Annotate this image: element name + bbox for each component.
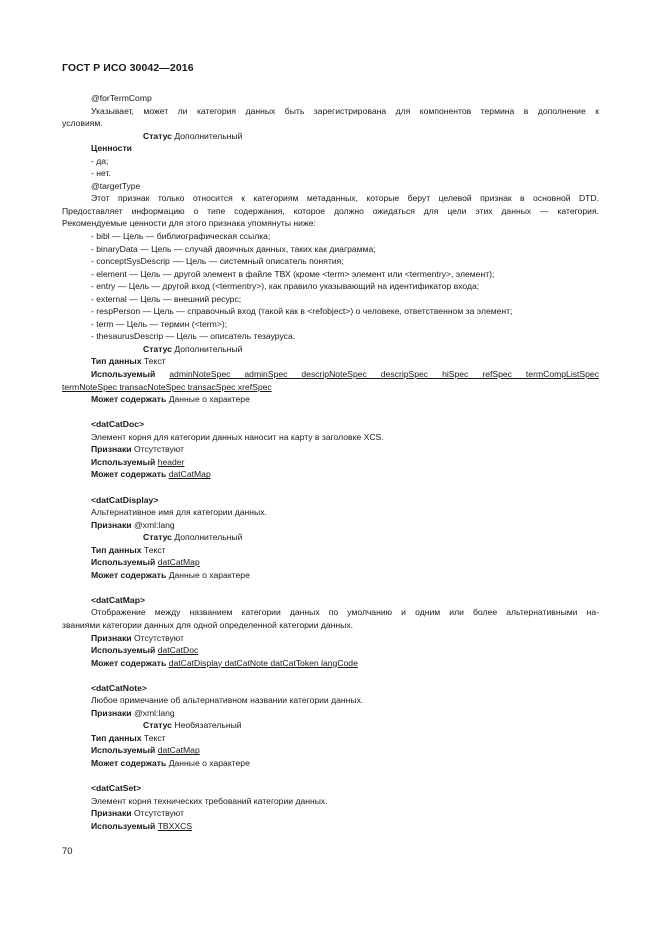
status-value: Необязательный bbox=[174, 720, 242, 731]
used-label: Используемый bbox=[91, 557, 156, 568]
contains-line bbox=[62, 468, 599, 481]
element-title: <datCatMap> bbox=[91, 594, 145, 605]
element-title: <datCatDisplay> bbox=[91, 494, 159, 505]
paragraph: Предоставляет информацию о типе содержания, которое должно ожидаться для цели этих данных — категория. bbox=[62, 205, 599, 216]
attrs-line bbox=[62, 807, 599, 820]
datatype-line bbox=[62, 544, 599, 557]
attrs-label: Признаки bbox=[91, 519, 132, 530]
status-label: Статус bbox=[143, 343, 172, 354]
list-item: - term — Цель — термин (<term>); bbox=[91, 318, 228, 329]
status-label: Статус bbox=[143, 130, 172, 141]
datatype-label: Тип данных bbox=[91, 356, 142, 367]
attrs-value: Отсутствуют bbox=[133, 444, 184, 455]
value-item: - да; bbox=[91, 155, 109, 166]
status-line bbox=[62, 343, 599, 356]
contains-label: Может содержать bbox=[91, 394, 167, 405]
contains-value: Данные о характере bbox=[168, 569, 250, 580]
paragraph: Любое примечание об альтернативном названии категории данных. bbox=[91, 695, 364, 706]
contains-value: Данные о характере bbox=[168, 394, 250, 405]
attrs-value: @xml:lang bbox=[133, 707, 175, 718]
attrs-line bbox=[62, 443, 599, 456]
attrs-line bbox=[62, 519, 599, 532]
list-item: - bibl — Цель — библиографическая ссылка; bbox=[91, 231, 271, 242]
used-label: Используемый bbox=[91, 820, 156, 831]
paragraph: Элемент корня технических требований категории данных. bbox=[91, 795, 328, 806]
page-number: 70 bbox=[62, 846, 73, 857]
element-title: <datCatDoc> bbox=[91, 419, 145, 430]
paragraph: Элемент корня для категории данных наносит на карту в заголовке XCS. bbox=[91, 431, 384, 442]
contains-line bbox=[62, 393, 599, 406]
used-label: Используемый bbox=[91, 745, 156, 756]
used-label: Используемый bbox=[91, 369, 156, 380]
used-line bbox=[62, 368, 599, 381]
datatype-line bbox=[62, 355, 599, 368]
paragraph: Указывает, может ли категория данных быть зарегистрирована для компонентов термина в дополнение к bbox=[91, 105, 599, 116]
datatype-line bbox=[62, 732, 599, 745]
attrs-label: Признаки bbox=[91, 632, 132, 643]
attribute-name: @forTermComp bbox=[91, 93, 152, 103]
attrs-line bbox=[62, 707, 599, 720]
element-title: <datCatSet> bbox=[91, 783, 142, 794]
status-value: Дополнительный bbox=[174, 130, 243, 141]
paragraph: Этот признак только относится к категориям метаданных, которые берут целевой признак в основной DTD. bbox=[91, 193, 599, 204]
contains-line bbox=[62, 757, 599, 770]
used-link[interactable]: datCatDoc bbox=[157, 645, 199, 656]
contains-label: Может содержать bbox=[91, 569, 167, 580]
used-label: Используемый bbox=[91, 456, 156, 467]
used-line-continued bbox=[62, 381, 599, 394]
list-item: - entry — Цель — другой вход (<termentry>), как правило указывающий на идентификатор входа; bbox=[91, 281, 480, 292]
attrs-label: Признаки bbox=[91, 444, 132, 455]
used-line bbox=[62, 456, 599, 469]
datatype-value: Текст bbox=[143, 732, 166, 743]
attrs-label: Признаки bbox=[91, 707, 132, 718]
used-line bbox=[62, 820, 599, 833]
attribute-name: @targetType bbox=[91, 180, 141, 191]
contains-label: Может содержать bbox=[91, 469, 167, 480]
used-line bbox=[62, 644, 599, 657]
status-value: Дополнительный bbox=[174, 343, 243, 354]
status-line bbox=[62, 130, 599, 143]
attrs-value: Отсутствуют bbox=[133, 808, 184, 819]
datatype-value: Текст bbox=[143, 356, 166, 367]
used-link[interactable]: datCatMap bbox=[157, 745, 200, 756]
contains-link[interactable]: datCatDisplay datCatNote datCatToken langCode bbox=[168, 657, 358, 668]
datatype-value: Текст bbox=[143, 544, 166, 555]
contains-label: Может содержать bbox=[91, 657, 167, 668]
used-label: Используемый bbox=[91, 645, 156, 656]
used-line bbox=[62, 556, 599, 569]
status-label: Статус bbox=[143, 532, 172, 543]
contains-line bbox=[62, 657, 599, 670]
paragraph: званиями категории данных для одной определенной категории данных. bbox=[62, 619, 354, 630]
used-link[interactable]: termNoteSpec transacNoteSpec transacSpec xrefSpec bbox=[62, 381, 272, 392]
used-link[interactable]: TBXXCS bbox=[157, 820, 193, 831]
attrs-label: Признаки bbox=[91, 808, 132, 819]
element-title: <datCatNote> bbox=[91, 682, 147, 693]
list-item: - conceptSysDescrip -— Цель — системный описатель понятия; bbox=[91, 256, 344, 267]
contains-value: Данные о характере bbox=[168, 757, 250, 768]
list-item: - element — Цель — другой элемент в файле ТВХ (кроме <term> элемент или <termentry>, элемент); bbox=[91, 268, 495, 279]
paragraph: Альтернативное имя для категории данных. bbox=[91, 507, 267, 518]
paragraph: условиям. bbox=[62, 118, 103, 129]
value-item: - нет. bbox=[91, 168, 111, 179]
used-link[interactable]: adminNoteSpec adminSpec descripNoteSpec descripSpec hiSpec refSpec termCompListSpec bbox=[169, 369, 599, 380]
document-body bbox=[62, 92, 599, 832]
attrs-value: @xml:lang bbox=[133, 519, 175, 530]
contains-link[interactable]: datCatMap bbox=[168, 469, 211, 480]
list-item: - binaryData — Цель — случай двоичных данных, таких как диаграмма; bbox=[91, 243, 376, 254]
status-value: Дополнительный bbox=[174, 532, 243, 543]
document-header: ГОСТ Р ИСО 30042—2016 bbox=[62, 62, 194, 74]
used-link[interactable]: header bbox=[157, 456, 185, 467]
status-line bbox=[62, 719, 599, 732]
attrs-value: Отсутствуют bbox=[133, 632, 184, 643]
list-item: - thesaurusDescrip — Цель — описатель тезауруса. bbox=[91, 331, 296, 342]
contains-line bbox=[62, 569, 599, 582]
paragraph: Отображение между названием категории данных по умолчанию и одним или более альтернативными на- bbox=[91, 607, 599, 618]
list-item: - external — Цель — внешний ресурс; bbox=[91, 293, 242, 304]
contains-label: Может содержать bbox=[91, 757, 167, 768]
list-item: - respPerson — Цель — справочный вход (такой как в <refobject>) о человеке, ответственном за элемент; bbox=[91, 306, 513, 317]
values-label: Ценности bbox=[91, 143, 132, 154]
used-line bbox=[62, 744, 599, 757]
attrs-line bbox=[62, 632, 599, 645]
datatype-label: Тип данных bbox=[91, 544, 142, 555]
paragraph: Рекомендуемые ценности для этого признака упомянуты ниже: bbox=[62, 218, 316, 229]
status-label: Статус bbox=[143, 720, 172, 731]
datatype-label: Тип данных bbox=[91, 732, 142, 743]
used-link[interactable]: datCatMap bbox=[157, 557, 200, 568]
status-line bbox=[62, 531, 599, 544]
